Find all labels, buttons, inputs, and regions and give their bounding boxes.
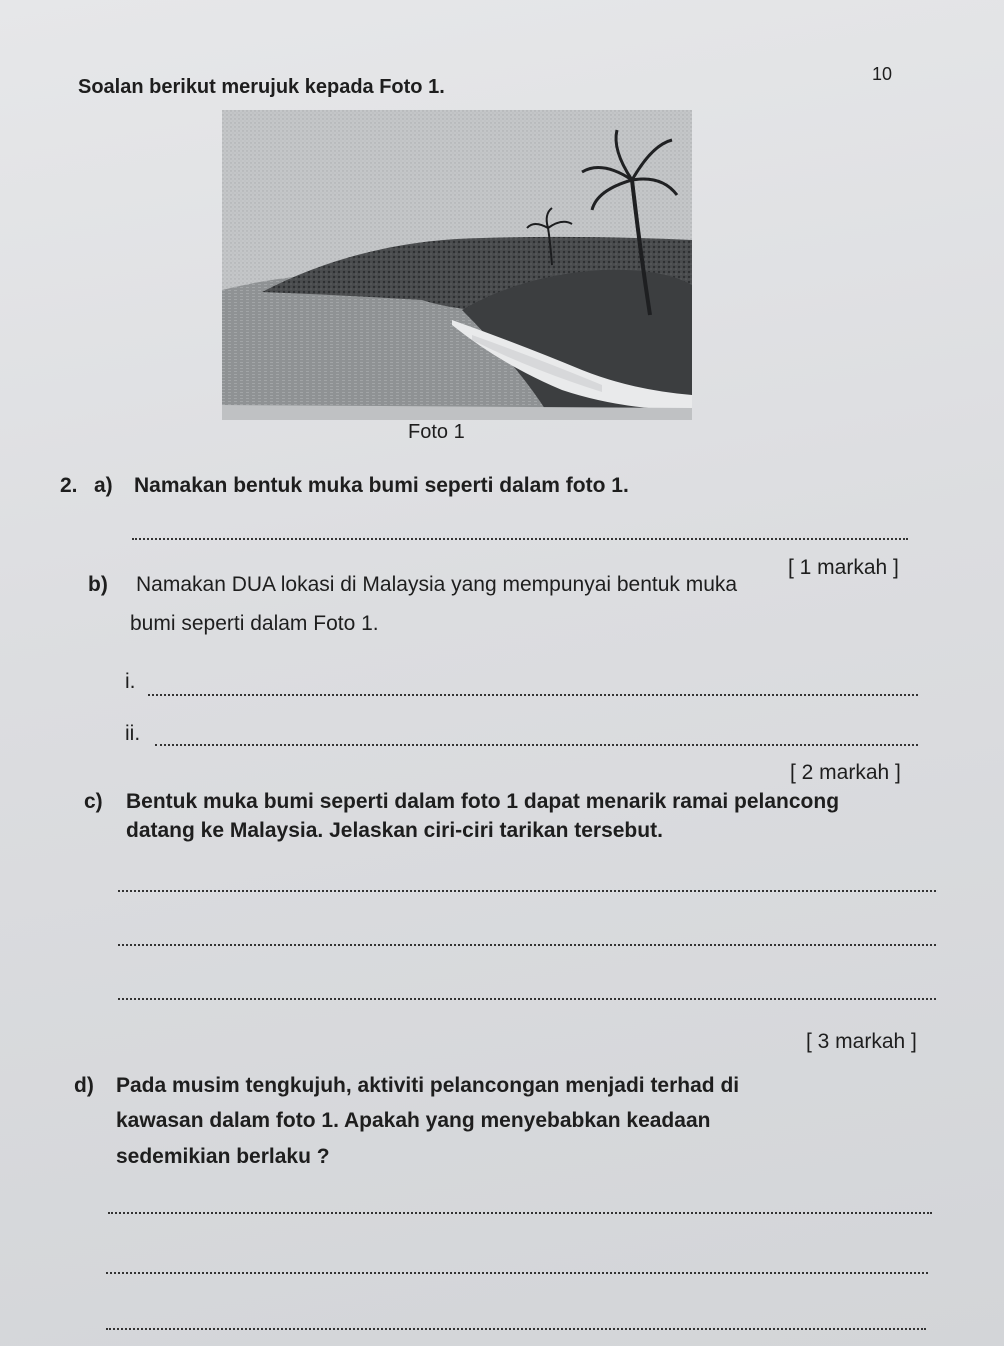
part-b-item-ii: ii. <box>125 722 141 745</box>
answer-line-d-2[interactable] <box>106 1272 928 1274</box>
part-d-label: d) <box>74 1074 94 1097</box>
part-d-question-line3: sedemikian berlaku ? <box>116 1145 330 1168</box>
part-b-label: b) <box>88 573 108 596</box>
answer-line-d-1[interactable] <box>108 1212 932 1214</box>
part-b-marks: [ 2 markah ] <box>790 761 901 784</box>
part-c-question-line1: Bentuk muka bumi seperti dalam foto 1 dapat menarik ramai pelancong <box>126 790 840 813</box>
answer-line-c-2[interactable] <box>118 944 936 946</box>
intro-text: Soalan berikut merujuk kepada Foto 1. <box>78 76 445 98</box>
part-a-label: a) <box>94 474 113 497</box>
part-d-question-line2: kawasan dalam foto 1. Apakah yang menyebabkan keadaan <box>116 1109 711 1132</box>
part-a-marks: [ 1 markah ] <box>788 556 899 579</box>
answer-line-b-i[interactable] <box>148 694 918 696</box>
part-b-question-line2: bumi seperti dalam Foto 1. <box>130 612 379 635</box>
part-b-question-line1: Namakan DUA lokasi di Malaysia yang mempunyai bentuk muka <box>136 573 738 596</box>
answer-line-d-3[interactable] <box>106 1328 926 1330</box>
answer-line-c-3[interactable] <box>118 998 936 1000</box>
part-d-question-line1: Pada musim tengkujuh, aktiviti pelancongan menjadi terhad di <box>116 1074 740 1097</box>
answer-line-b-ii[interactable] <box>155 744 918 746</box>
photo-coastline <box>222 110 692 420</box>
part-a-question: Namakan bentuk muka bumi seperti dalam foto 1. <box>134 474 629 497</box>
part-b-item-i: i. <box>125 670 136 693</box>
part-c-marks: [ 3 markah ] <box>806 1030 917 1053</box>
answer-line-c-1[interactable] <box>118 890 936 892</box>
photo-caption: Foto 1 <box>408 421 465 443</box>
question-number: 2. <box>60 474 78 497</box>
part-c-question-line2: datang ke Malaysia. Jelaskan ciri-ciri tarikan tersebut. <box>126 819 663 842</box>
part-c-label: c) <box>84 790 103 813</box>
page-number: 10 <box>872 64 893 84</box>
answer-line-a[interactable] <box>132 538 908 540</box>
